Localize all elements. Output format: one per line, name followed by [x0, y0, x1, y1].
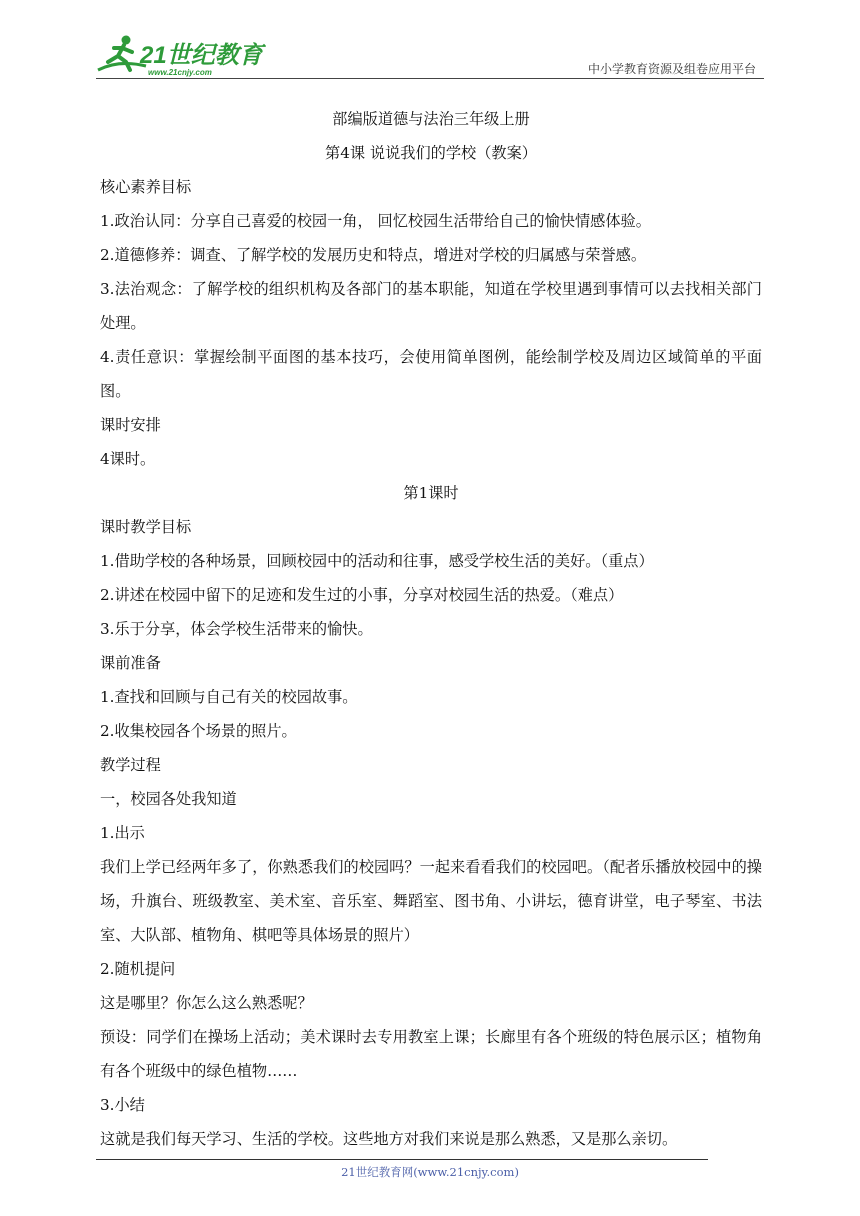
- doc-paragraph: 核心素养目标: [100, 178, 192, 196]
- doc-paragraph: 2.收集校园各个场景的照片。: [100, 722, 297, 740]
- doc-paragraph: 1.借助学校的各种场景，回顾校园中的活动和往事，感受学校生活的美好。（重点）: [100, 552, 654, 570]
- doc-paragraph: 1.出示: [100, 824, 145, 842]
- doc-paragraph: 3.小结: [100, 1096, 145, 1114]
- doc-paragraph: 预设：同学们在操场上活动；美术课时去专用教室上课；长廊里有各个班级的特色展示区；植物角有各个班级中的绿色植物……: [100, 1028, 762, 1080]
- doc-paragraph: 一，校园各处我知道: [100, 790, 237, 808]
- section-heading: 第1课时: [403, 484, 459, 502]
- doc-paragraph: 1.政治认同：分享自己喜爱的校园一角， 回忆校园生活带给自己的愉快情感体验。: [100, 212, 651, 230]
- doc-paragraph: 课时安排: [100, 416, 161, 434]
- header-tagline: 中小学教育资源及组卷应用平台: [587, 62, 756, 76]
- doc-paragraph: 4.责任意识：掌握绘制平面图的基本技巧，会使用简单图例，能绘制学校及周边区域简单的平面图。: [100, 348, 762, 400]
- header-divider: [96, 78, 764, 79]
- doc-title: 部编版道德与法治三年级上册: [332, 110, 530, 128]
- doc-paragraph: 教学过程: [100, 756, 161, 774]
- doc-paragraph: 4课时。: [100, 450, 156, 468]
- doc-paragraph: 这是哪里？你怎么这么熟悉呢？: [100, 994, 313, 1012]
- logo-text: 21世纪教育: [140, 42, 263, 69]
- doc-paragraph: 课前准备: [100, 654, 161, 672]
- footer-divider: [96, 1159, 708, 1160]
- doc-paragraph: 这就是我们每天学习、生活的学校。这些地方对我们来说是那么熟悉，又是那么亲切。: [100, 1130, 678, 1148]
- doc-subtitle: 第4课 说说我们的学校（教案）: [325, 144, 537, 162]
- page-footer: 21世纪教育网(www.21cnjy.com): [341, 1165, 519, 1179]
- doc-paragraph: 2.随机提问: [100, 960, 176, 978]
- doc-paragraph: 2.道德修养：调查、了解学校的发展历史和特点，增进对学校的归属感与荣誉感。: [100, 246, 647, 264]
- doc-paragraph: 2.讲述在校园中留下的足迹和发生过的小事，分享对校园生活的热爱。（难点）: [100, 586, 624, 604]
- document-body: [100, 102, 762, 1156]
- logo-url: www.21cnjy.com: [148, 68, 212, 77]
- runner-logo-icon: [96, 32, 266, 78]
- doc-paragraph: 课时教学目标: [100, 518, 192, 536]
- doc-paragraph: 我们上学已经两年多了，你熟悉我们的校园吗？一起来看看我们的校园吧。（配者乐播放校园中的操场，升旗台、班级教室、美术室、音乐室、舞蹈室、图书角、小讲坛，德育讲堂，电子琴室、书法室、大队部、植物角、棋吧等具体场景的照片）: [100, 858, 762, 944]
- doc-paragraph: 3.法治观念：了解学校的组织机构及各部门的基本职能，知道在学校里遇到事情可以去找相关部门处理。: [100, 280, 762, 332]
- logo: [96, 32, 266, 78]
- doc-paragraph: 1.查找和回顾与自己有关的校园故事。: [100, 688, 358, 706]
- page-header: [96, 32, 764, 80]
- doc-lines: [100, 170, 762, 1156]
- doc-paragraph: 3.乐于分享，体会学校生活带来的愉快。: [100, 620, 373, 638]
